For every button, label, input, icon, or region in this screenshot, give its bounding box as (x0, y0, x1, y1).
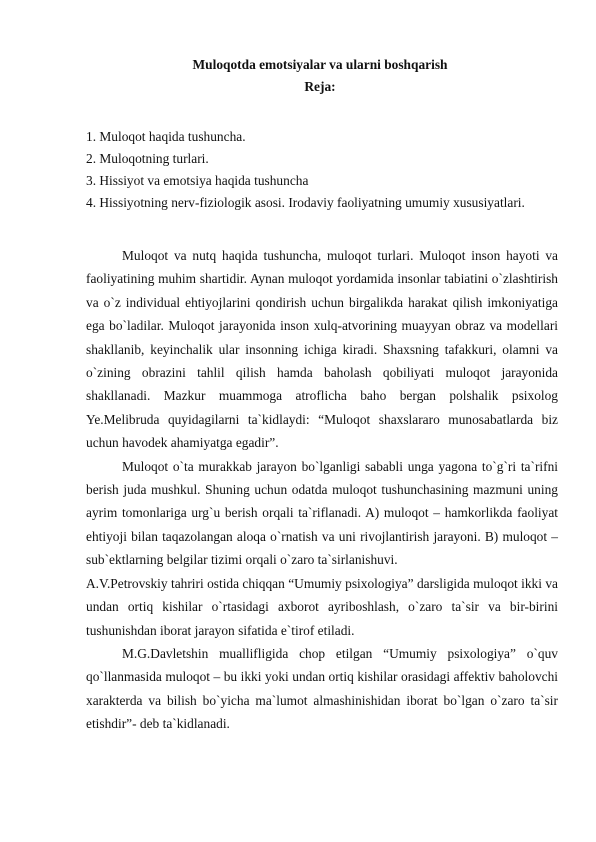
plan-item: 4. Hissiyotning nerv-fiziologik asosi. Irodaviy faoliyatning umumiy xususiyatlari. (86, 195, 525, 210)
plan-heading: Reja: (304, 79, 336, 94)
plan-item: 2. Muloqotning turlari. (86, 151, 209, 166)
document-body (86, 244, 558, 736)
document-title: Muloqotda emotsiyalar va ularni boshqarish (192, 57, 448, 72)
plan-list (86, 126, 556, 214)
paragraph: A.V.Petrovskiy tahriri ostida chiqqan “Umumiy psixologiya” darsligida muloqot ikki va undan ortiq kishilar o`rtasidagi axborot ayriboshlash, o`zaro ta`sir va bir-birini tushunishdan iborat jarayon sifatida e`tirof etiladi. (86, 575, 558, 638)
paragraph: Muloqot va nutq haqida tushuncha, muloqot turlari. Muloqot inson hayoti va faoliyatining muhim shartidir. Aynan muloqot yordamida insonlar tabiatini o`zlashtirish va o`z individual ehtiyojlarini qondirish uchun birgalikda harakat qilish imkoniyatiga ega bo`ladilar. Muloqot jarayonida inson xulq-atvorining muayyan obraz va modellari shakllanib, keyinchalik ular insonning ichiga kiradi. Shaxsning tafakkuri, olamni va o`zining obrazini tahlil qilish hamda baholash qobiliyati muloqot jarayonida shakllanadi. Mazkur muammoga atroflicha baho bergan polshalik psixolog Ye.Melibruda quyidagilarni ta`kidlaydi: “Muloqot shaxslararo munosabatlarda biz uchun havodek ahamiyatga egadir”. (86, 248, 558, 451)
paragraph: M.G.Davletshin muallifligida chop etilgan “Umumiy psixologiya” o`quv qo`llanmasida muloqot – bu ikki yoki undan ortiq kishilar orasidagi affektiv baholovchi xarakterda va bilish bo`yicha ma`lumot almashinishidan iborat bo`lgan o`zaro ta`sir etishdir”- deb ta`kidlanadi. (86, 645, 558, 732)
plan-item: 1. Muloqot haqida tushuncha. (86, 129, 246, 144)
paragraph: Muloqot o`ta murakkab jarayon bo`lganligi sababli unga yagona to`g`ri ta`rifni berish juda mushkul. Shuning uchun odatda muloqot tushunchasining mazmuni uning ayrim tomonlariga urg`u berish orqali ta`riflanadi. A) muloqot – hamkorlikda faoliyat ehtiyoji bilan taqazolangan aloqa o`rnatish va uni rivojlantirish jarayoni. B) muloqot – sub`ektlarning belgilar tizimi orqali o`zaro ta`sirlanishuvi. (86, 458, 558, 568)
plan-item: 3. Hissiyot va emotsiya haqida tushuncha (86, 173, 309, 188)
